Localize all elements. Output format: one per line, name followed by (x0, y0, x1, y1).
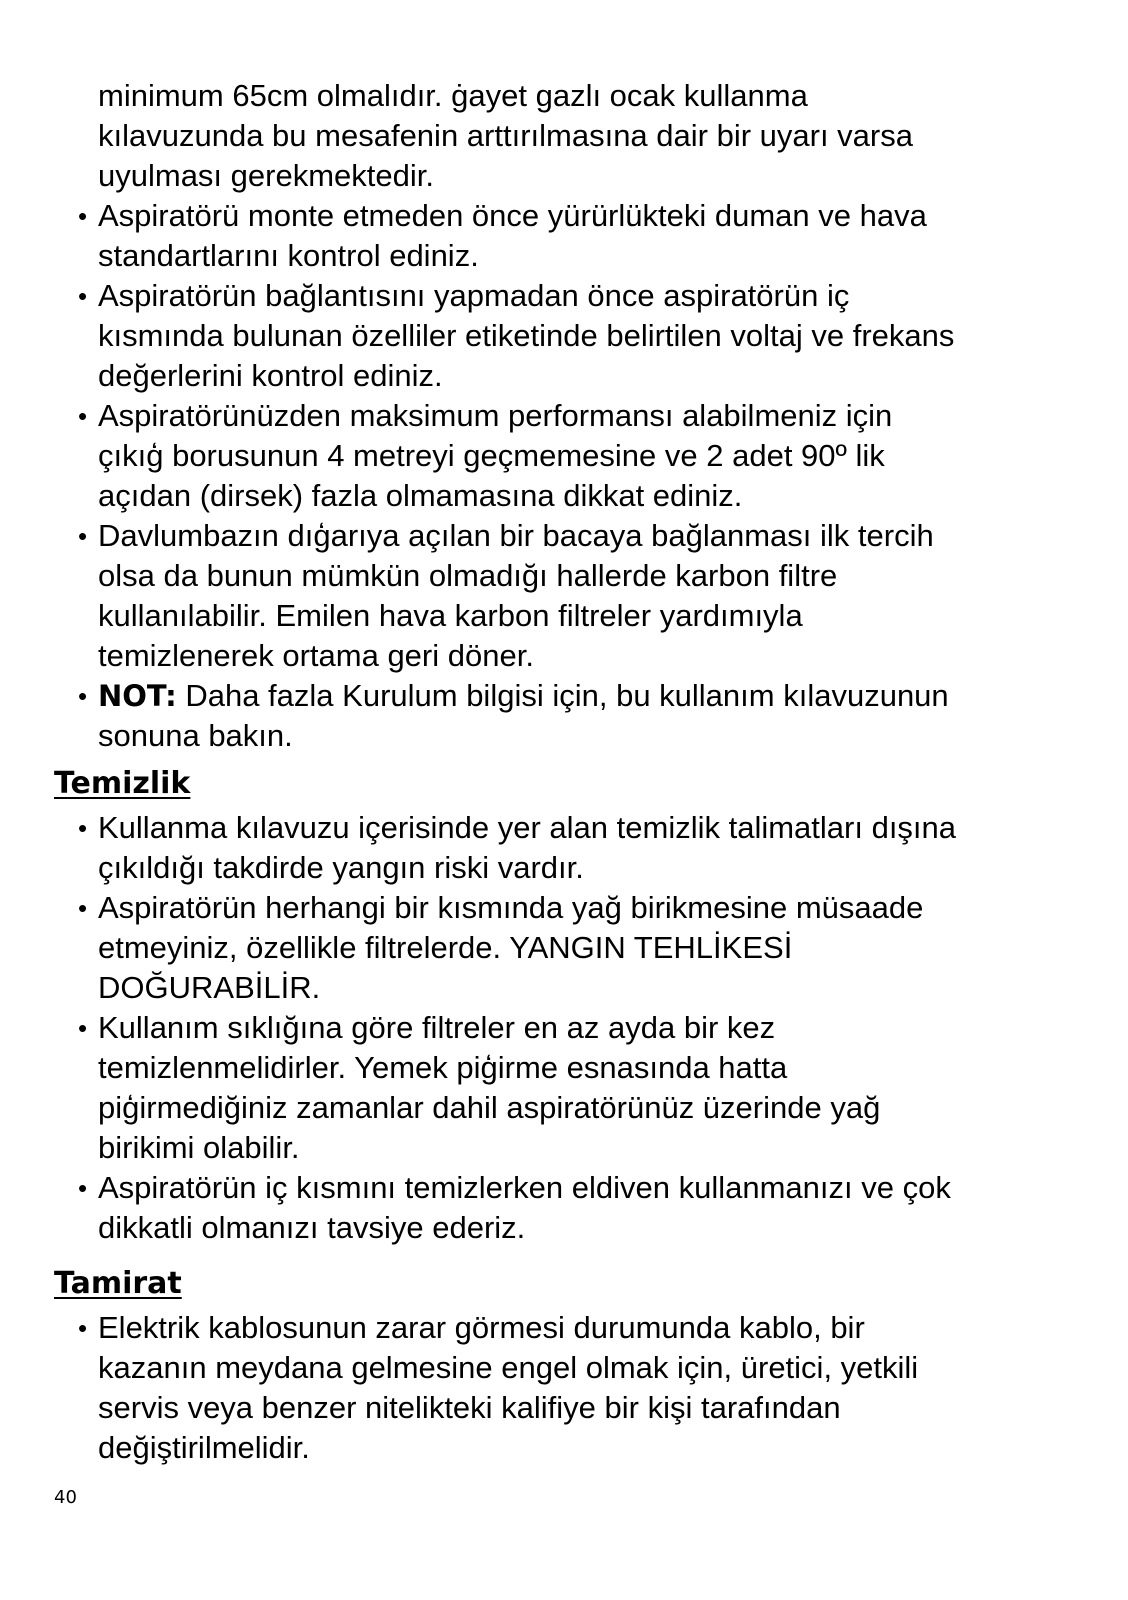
section-heading-repair: Tamirat (54, 1266, 182, 1301)
section-heading-cleaning: Temizlik (54, 766, 191, 801)
bullet-icon: • (78, 813, 88, 843)
bullet-icon: • (78, 201, 88, 231)
list-item-text: Aspiratörün iç kısmını temizlerken eldiven kullanmanızı ve çok dikkatli olmanızı tavsiye ederiz. (98, 1170, 951, 1245)
note-text-block (98, 676, 1088, 756)
list-item-text: Aspiratörü monte etmeden önce yürürlükteki duman ve hava standartlarını kontrol ediniz. (98, 198, 927, 273)
page-number: 40 (54, 1487, 77, 1508)
list-item-text: Elektrik kablosunun zarar görmesi durumunda kablo, bir kazanın meydana gelmesine engel olmak için, üretici, yetkili servis veya benzer nitelikteki kalifiye bir kişi tarafından değiştirilmelidir. (98, 1310, 919, 1465)
list-item-text: Davlumbazın dıģarıya açılan bir bacaya bağlanması ilk tercih olsa da bunun mümkün olmadığı hallerde karbon filtre kullanılabilir. Emilen hava karbon filtreler yardımıyla temizlenerek ortama geri döner. (98, 518, 934, 673)
list-item-text: Aspiratörünüzden maksimum performansı alabilmeniz için çıkıģ borusunun 4 metreyi geçmemesine ve 2 adet 90º lik açıdan (dirsek) fazla olmamasına dikkat ediniz. (98, 398, 893, 513)
bullet-icon: • (78, 681, 88, 711)
bullet-icon: • (78, 1313, 88, 1343)
note-text: Daha fazla Kurulum bilgisi için, bu kullanım kılavuzunun sonuna bakın. (98, 678, 949, 753)
bullet-icon: • (78, 1013, 88, 1043)
list-item-text: Kullanım sıklığına göre filtreler en az ayda bir kez temizlenmelidirler. Yemek piģirme esnasında hatta piģirmediğiniz zamanlar dahil aspiratörünüz üzerinde yağ birikimi olabilir. (98, 1010, 881, 1165)
list-item-text: Kullanma kılavuzu içerisinde yer alan temizlik talimatları dışına çıkıldığı takdirde yangın riski vardır. (98, 810, 957, 885)
bullet-icon: • (78, 281, 88, 311)
intro-paragraph: minimum 65cm olmalıdır. ġayet gazlı ocak kullanma kılavuzunda bu mesafenin arttırılmasına dair bir uyarı varsa uyulması gerekmektedir. (98, 78, 913, 193)
bullet-icon: • (78, 521, 88, 551)
bullet-icon: • (78, 893, 88, 923)
list-item-text: Aspiratörün herhangi bir kısmında yağ birikmesine müsaade etmeyiniz, özellikle filtrelerde. YANGIN TEHLİKESİ DOĞURABİLİR. (98, 890, 924, 1005)
bullet-icon: • (78, 401, 88, 431)
note-label: NOT: (98, 679, 177, 713)
bullet-icon: • (78, 1173, 88, 1203)
list-item-text: Aspiratörün bağlantısını yapmadan önce aspiratörün iç kısmında bulunan özelliler etiketinde belirtilen voltaj ve frekans değerlerini kontrol ediniz. (98, 278, 955, 393)
